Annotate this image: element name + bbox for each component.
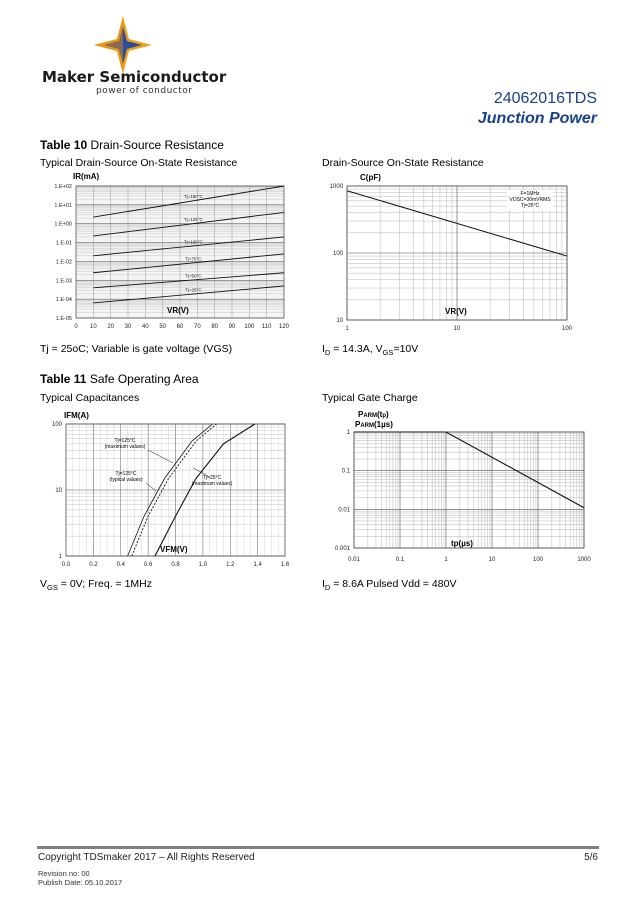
chart3-x-tick-label: 0.2 — [89, 562, 98, 568]
chart3-series3-label2: (maximum values) — [191, 481, 233, 487]
chart2-x-tick-label: 1 — [345, 326, 349, 332]
chart3-x-tick-label: 1.4 — [253, 562, 262, 568]
section-10-name: Drain-Source Resistance — [90, 138, 224, 152]
chart1-reverse-current — [38, 170, 293, 335]
chart1-x-tick-label: 90 — [228, 324, 236, 330]
chart4-x-tick-label: 1000 — [577, 557, 591, 563]
chart1-x-tick-label: 30 — [124, 324, 132, 330]
chart3-series3-label: Tj=25°C — [202, 475, 222, 481]
chart4-plot-area — [354, 432, 584, 548]
chart3-note: $V_{GS} = 0V$; Freq. = 1MHz — [40, 578, 153, 593]
company-name: Maker Semiconductor — [42, 68, 227, 86]
chart4-x-tick-label: 10 — [488, 557, 496, 563]
chart1-x-tick-label: 110 — [261, 324, 272, 330]
chart1-x-tick-label: 0 — [74, 324, 78, 330]
chart3-series2-label2: (typical values) — [109, 477, 143, 483]
chart1-x-tick-label: 120 — [278, 324, 290, 330]
chart4-caption: Typical Gate Charge — [322, 392, 418, 404]
logo-mark-icon — [92, 14, 154, 76]
chart3-x-tick-label: 1.0 — [198, 562, 208, 568]
chart2-legend-1: F=1MHz — [520, 191, 540, 197]
chart1-y-tick-label: 1.E-02 — [55, 259, 72, 266]
chart1-x-tick-label: 100 — [244, 324, 255, 330]
chart4-y-tick-label: 0.01 — [338, 507, 350, 514]
chart4-y-tick-label: 1 — [346, 430, 350, 436]
chart3-y-tick-label: 100 — [51, 422, 62, 428]
chart4-x-tick-label: 0.01 — [348, 557, 360, 563]
chart2-legend-3: Tj=25°C — [520, 203, 540, 209]
chart2-note: $I_D = 14.3A$, $V_{GS}=10V$ — [322, 343, 419, 358]
chart1-caption: Typical Drain-Source On-State Resistance — [40, 157, 238, 169]
chart3-y-tick-label: 1 — [58, 554, 62, 560]
section-11-label: Table 11 — [40, 372, 87, 386]
chart4-y-tick-label: 0.001 — [334, 546, 350, 552]
chart3-x-tick-label: 0.8 — [171, 562, 180, 568]
footer-revision: Revision no: 00 — [38, 869, 90, 878]
chart3-ylabel: IFM(A) — [64, 411, 89, 420]
chart1-x-tick-label: 20 — [107, 324, 115, 330]
chart2-y-tick-label: 10 — [336, 318, 343, 324]
footer-divider — [37, 846, 599, 849]
chart1-y-tick-label: 1.E-03 — [55, 278, 72, 285]
chart1-series-label: Tj=100°C — [183, 239, 203, 245]
chart2-capacitance — [322, 170, 577, 335]
chart1-x-tick-label: 10 — [89, 324, 97, 330]
chart4-note: $I_D = 8.6A$ Pulsed Vdd = 480V — [322, 578, 457, 593]
footer-copyright: Copyright TDSmaker 2017 – All Rights Reserved — [38, 852, 255, 863]
chart3-x-tick-label: 0.4 — [116, 562, 125, 568]
chart1-series-label: Tj=75°C — [185, 256, 202, 262]
chart1-y-tick-label: 1.E+01 — [54, 202, 72, 209]
chart2-ylabel: C(pF) — [360, 173, 381, 182]
chart1-series-label: Tj=25°C — [185, 287, 202, 293]
chart1-x-tick-label: 70 — [193, 324, 201, 330]
chart2-caption: Drain-Source On-State Resistance — [322, 157, 484, 169]
company-tagline: power of conductor — [96, 86, 193, 96]
chart1-note: Tj = 25oC; Variable is gate voltage (VGS) — [40, 343, 233, 355]
chart4-x-tick-label: 1 — [444, 557, 448, 563]
chart3-xlabel: VFM(V) — [160, 545, 188, 554]
company-logo — [92, 14, 154, 76]
section-11-name: Safe Operating Area — [89, 372, 199, 386]
chart3-series2-label: Tj=125°C — [115, 471, 137, 477]
chart4-x-tick-label: 100 — [532, 557, 544, 563]
chart2-x-tick-label: 100 — [561, 326, 573, 332]
chart1-y-tick-label: 1.E+02 — [54, 184, 72, 190]
chart1-x-tick-label: 50 — [159, 324, 167, 330]
chart1-series-label: Tj=150°C — [183, 194, 203, 200]
chart1-ylabel: IR(mA) — [73, 172, 100, 181]
chart3-caption: Typical Capacitances — [40, 392, 140, 404]
chart3-series1-label: Tj=125°C — [114, 438, 136, 444]
chart1-y-tick-label: 1.E-05 — [55, 316, 72, 322]
chart2-x-tick-label: 10 — [453, 326, 461, 332]
chart3-x-tick-label: 0.6 — [143, 562, 153, 568]
chart1-y-tick-label: 1.E-01 — [55, 240, 72, 247]
chart1-x-tick-label: 80 — [211, 324, 219, 330]
chart1-x-tick-label: 40 — [141, 324, 149, 330]
chart4-y-tick-label: 0.1 — [341, 468, 350, 475]
chart4-xlabel: tp(µs) — [451, 539, 473, 548]
chart2-xlabel: VR(V) — [445, 307, 467, 316]
chart1-y-tick-label: 1.E+00 — [54, 221, 72, 228]
chart3-series1-label2: (maximum values) — [104, 444, 146, 450]
chart1-series-label: Tj=125°C — [183, 217, 203, 223]
chart3-x-tick-label: 0.0 — [61, 562, 71, 568]
chart1-x-tick-label: 60 — [176, 324, 184, 330]
chart1-y-tick-label: 1.E-04 — [55, 297, 72, 304]
chart3-forward-voltage — [28, 408, 293, 573]
chart4-ylabel-2: PARM(1µs) — [355, 420, 393, 429]
chart1-series-label: Tj=50°C — [185, 273, 202, 279]
footer-publish-date: Publish Date: 05.10.2017 — [38, 878, 123, 887]
chart2-y-tick-label: 100 — [332, 251, 343, 257]
footer-page-number: 5/6 — [584, 852, 598, 863]
chart3-x-tick-label: 1.2 — [226, 562, 235, 568]
section-10-label: Table 10 — [40, 138, 88, 152]
section-11-title — [40, 372, 199, 386]
chart4-ylabel-1: PARM(tp) — [358, 410, 389, 419]
chart2-y-tick-label: 1000 — [329, 184, 343, 190]
document-code: 24062016TDS — [493, 90, 597, 107]
chart4-x-tick-label: 0.1 — [395, 557, 405, 563]
document-title: Junction Power — [477, 110, 597, 127]
chart3-y-tick-label: 10 — [55, 488, 62, 494]
chart2-legend-2: VOSC=30mVRMS — [509, 197, 551, 203]
section-10-title — [40, 138, 224, 152]
chart4-peak-power — [322, 408, 591, 573]
chart1-xlabel: VR(V) — [167, 306, 189, 315]
chart3-x-tick-label: 1.6 — [280, 562, 290, 568]
